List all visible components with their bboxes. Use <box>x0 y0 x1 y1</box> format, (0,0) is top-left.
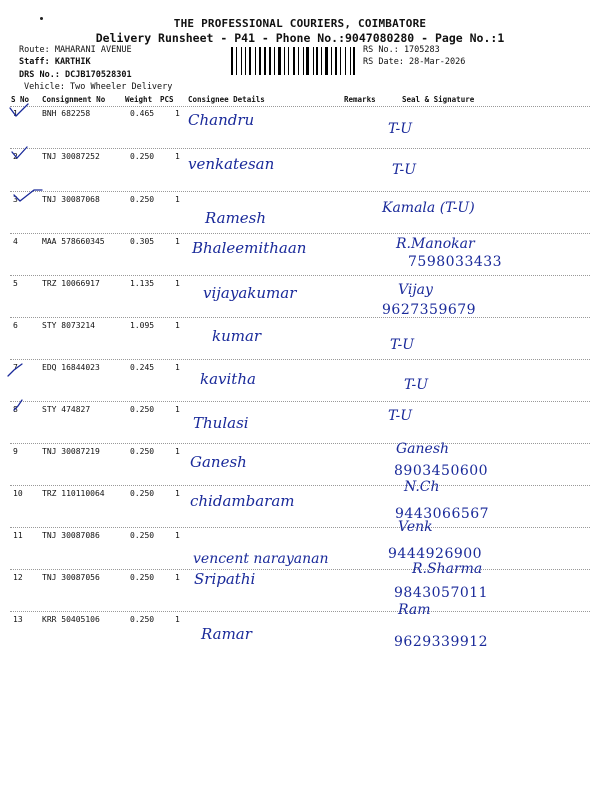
consignment-number: STY 474827 <box>42 405 91 414</box>
row-sno: 8 <box>13 405 18 414</box>
pcs-value: 1 <box>175 195 180 204</box>
barcode-bar <box>333 47 335 75</box>
consignee-name: Chandru <box>188 111 255 129</box>
seal-signature: T-U <box>390 337 415 353</box>
seal-signature: T-U <box>392 162 417 178</box>
weight-value: 0.250 <box>130 531 155 540</box>
seal-signature: R.Manokar <box>396 236 475 252</box>
row-sno: 6 <box>13 321 18 330</box>
receiver-phone: 8903450600 <box>394 463 489 479</box>
barcode-bar <box>231 47 233 75</box>
barcode-bar <box>276 47 277 75</box>
barcode-bar <box>347 47 349 75</box>
weight-value: 0.250 <box>130 152 155 161</box>
row-sno: 5 <box>13 279 18 288</box>
consignee-name: vijayakumar <box>203 284 297 302</box>
barcode-bar <box>243 47 245 75</box>
col-consignment: Consignment No <box>42 95 106 104</box>
barcode-bar <box>236 47 237 75</box>
row-sno: 11 <box>13 531 23 540</box>
row-divider <box>10 443 590 444</box>
row-divider <box>10 569 590 570</box>
row-sno: 1 <box>13 109 18 118</box>
receiver-phone: 9843057011 <box>394 585 489 601</box>
row-divider <box>10 527 590 528</box>
barcode-bar <box>335 47 337 75</box>
row-divider <box>10 611 590 612</box>
col-sno: S No <box>11 95 30 104</box>
seal-signature: T-U <box>388 121 413 137</box>
rs-date: RS Date: 28-Mar-2026 <box>363 57 466 67</box>
barcode-bar <box>323 47 324 75</box>
barcode-bar <box>352 47 353 75</box>
consignee-name: Ganesh <box>190 453 247 471</box>
consignment-number: BNH 682258 <box>42 109 91 118</box>
pcs-value: 1 <box>175 152 180 161</box>
barcode-bar <box>278 47 281 75</box>
row-sno: 3 <box>13 195 18 204</box>
consignment-number: TNJ 30087086 <box>42 531 100 540</box>
barcode-bar <box>284 47 285 75</box>
col-remarks: Remarks <box>344 95 376 104</box>
weight-value: 0.250 <box>130 195 155 204</box>
barcode-bar <box>272 47 274 75</box>
consignment-number: TRZ 10066917 <box>42 279 100 288</box>
barcode-bar <box>319 47 320 75</box>
consignee-name: Thulasi <box>193 414 249 432</box>
consignment-number: KRR 50405106 <box>42 615 100 624</box>
barcode-bar <box>298 47 299 75</box>
row-sno: 4 <box>13 237 18 246</box>
row-divider <box>10 317 590 318</box>
barcode-bar <box>257 47 258 75</box>
seal-signature: Kamala (T-U) <box>382 200 475 216</box>
consignee-name: venkatesan <box>188 155 275 173</box>
row-sno: 9 <box>13 447 18 456</box>
pcs-value: 1 <box>175 573 180 582</box>
barcode-bar <box>237 47 240 75</box>
weight-value: 0.250 <box>130 615 155 624</box>
pcs-value: 1 <box>175 447 180 456</box>
receiver-phone: 9444926900 <box>388 546 483 562</box>
barcode-bar <box>306 47 309 75</box>
consignee-name: Ramesh <box>205 209 267 227</box>
seal-signature: Ganesh <box>396 441 450 457</box>
barcode-bar <box>313 47 314 75</box>
col-pcs: PCS <box>160 95 174 104</box>
consignment-number: STY 8073214 <box>42 321 95 330</box>
row-sno: 10 <box>13 489 23 498</box>
barcode-bar <box>314 47 315 75</box>
pcs-value: 1 <box>175 321 180 330</box>
seal-signature: T-U <box>388 408 413 424</box>
barcode-bar <box>267 47 268 75</box>
weight-value: 0.245 <box>130 363 155 372</box>
row-sno: 13 <box>13 615 23 624</box>
drs-label: DRS No.: DCJB170528301 <box>19 70 132 80</box>
seal-signature: Venk <box>398 519 433 535</box>
consignee-name: kumar <box>212 327 262 345</box>
barcode-bar <box>331 47 332 75</box>
pcs-value: 1 <box>175 531 180 540</box>
barcode-bar <box>310 47 312 75</box>
consignee-name: kavitha <box>200 370 256 388</box>
barcode-bar <box>338 47 339 75</box>
barcode-bar <box>290 47 292 75</box>
col-weight: Weight <box>125 95 153 104</box>
barcode-bar <box>262 47 263 75</box>
row-sno: 7 <box>13 363 18 372</box>
barcode-bar <box>282 47 283 75</box>
seal-signature: N.Ch <box>404 479 440 495</box>
barcode-bar <box>255 47 256 75</box>
company-title: THE PROFESSIONAL COURIERS, COIMBATORE <box>173 17 427 30</box>
barcode-bar <box>340 47 341 75</box>
weight-value: 0.250 <box>130 489 155 498</box>
barcode-bar <box>249 47 251 75</box>
barcode-bar <box>252 47 255 75</box>
barcode-bar <box>342 47 345 75</box>
pcs-value: 1 <box>175 615 180 624</box>
receiver-phone: 9443066567 <box>395 506 490 522</box>
barcode-bar <box>316 47 318 75</box>
consignment-number: EDQ 16844023 <box>42 363 100 372</box>
consignment-number: TNJ 30087068 <box>42 195 100 204</box>
barcode-bar <box>264 47 267 75</box>
row-divider <box>10 359 590 360</box>
barcode-bar <box>300 47 302 75</box>
consignee-name: chidambaram <box>190 492 295 510</box>
consignee-name: Sripathi <box>194 570 256 588</box>
barcode-bar <box>304 47 305 75</box>
barcode-bar <box>296 47 297 75</box>
pcs-value: 1 <box>175 405 180 414</box>
weight-value: 0.250 <box>130 405 155 414</box>
seal-signature: R.Sharma <box>412 561 483 577</box>
barcode-bar <box>293 47 296 75</box>
seal-signature: Vijay <box>398 282 433 298</box>
vehicle-label: Vehicle: Two Wheeler Delivery <box>24 82 173 92</box>
pcs-value: 1 <box>175 279 180 288</box>
weight-value: 1.095 <box>130 321 155 330</box>
consignment-number: TNJ 30087252 <box>42 152 100 161</box>
weight-value: 1.135 <box>130 279 155 288</box>
consignment-number: TRZ 110110064 <box>42 489 105 498</box>
barcode-bar <box>329 47 330 75</box>
barcode-bar <box>234 47 235 75</box>
rs-number: RS No.: 1705283 <box>363 45 440 55</box>
barcode-bar <box>288 47 289 75</box>
row-divider <box>10 191 590 192</box>
route-label: Route: MAHARANI AVENUE <box>19 45 132 55</box>
staff-label: Staff: KARTHIK <box>19 57 91 67</box>
weight-value: 0.250 <box>130 573 155 582</box>
barcode-bar <box>269 47 271 75</box>
consignee-name: vencent narayanan <box>193 551 329 567</box>
header-divider <box>10 106 590 107</box>
row-sno: 12 <box>13 573 23 582</box>
receiver-phone: 9627359679 <box>382 302 477 318</box>
row-divider <box>10 148 590 149</box>
consignment-number: MAA 578660345 <box>42 237 105 246</box>
col-seal: Seal & Signature <box>402 95 475 104</box>
barcode-bar <box>345 47 346 75</box>
receiver-phone: 9629339912 <box>394 634 489 650</box>
consignment-number: TNJ 30087219 <box>42 447 100 456</box>
consignee-name: Bhaleemithaan <box>192 239 307 257</box>
barcode-bar <box>285 47 287 75</box>
barcode-bar <box>350 47 351 75</box>
barcode-bar <box>274 47 275 75</box>
pcs-value: 1 <box>175 489 180 498</box>
consignment-number: TNJ 30087056 <box>42 573 100 582</box>
seal-signature: Ram <box>398 602 431 618</box>
barcode-bar <box>325 47 328 75</box>
row-divider <box>10 275 590 276</box>
receiver-phone: 7598033433 <box>408 254 503 270</box>
seal-signature: T-U <box>404 377 429 393</box>
row-divider <box>10 485 590 486</box>
weight-value: 0.305 <box>130 237 155 246</box>
pcs-value: 1 <box>175 237 180 246</box>
weight-value: 0.250 <box>130 447 155 456</box>
barcode <box>231 47 358 75</box>
barcode-bar <box>241 47 242 75</box>
consignee-name: Ramar <box>201 625 252 643</box>
barcode-bar <box>353 47 355 75</box>
weight-value: 0.465 <box>130 109 155 118</box>
row-divider <box>10 401 590 402</box>
pcs-value: 1 <box>175 109 180 118</box>
row-divider <box>10 233 590 234</box>
pcs-value: 1 <box>175 363 180 372</box>
barcode-bar <box>259 47 261 75</box>
runsheet-title: Delivery Runsheet - P41 - Phone No.:9047080280 - Page No.:1 <box>95 31 505 45</box>
row-sno: 2 <box>13 152 18 161</box>
barcode-bar <box>321 47 323 75</box>
barcode-bar <box>356 47 357 75</box>
col-consignee: Consignee Details <box>188 95 265 104</box>
barcode-bar <box>303 47 304 75</box>
barcode-bar <box>245 47 246 75</box>
barcode-bar <box>247 47 248 75</box>
